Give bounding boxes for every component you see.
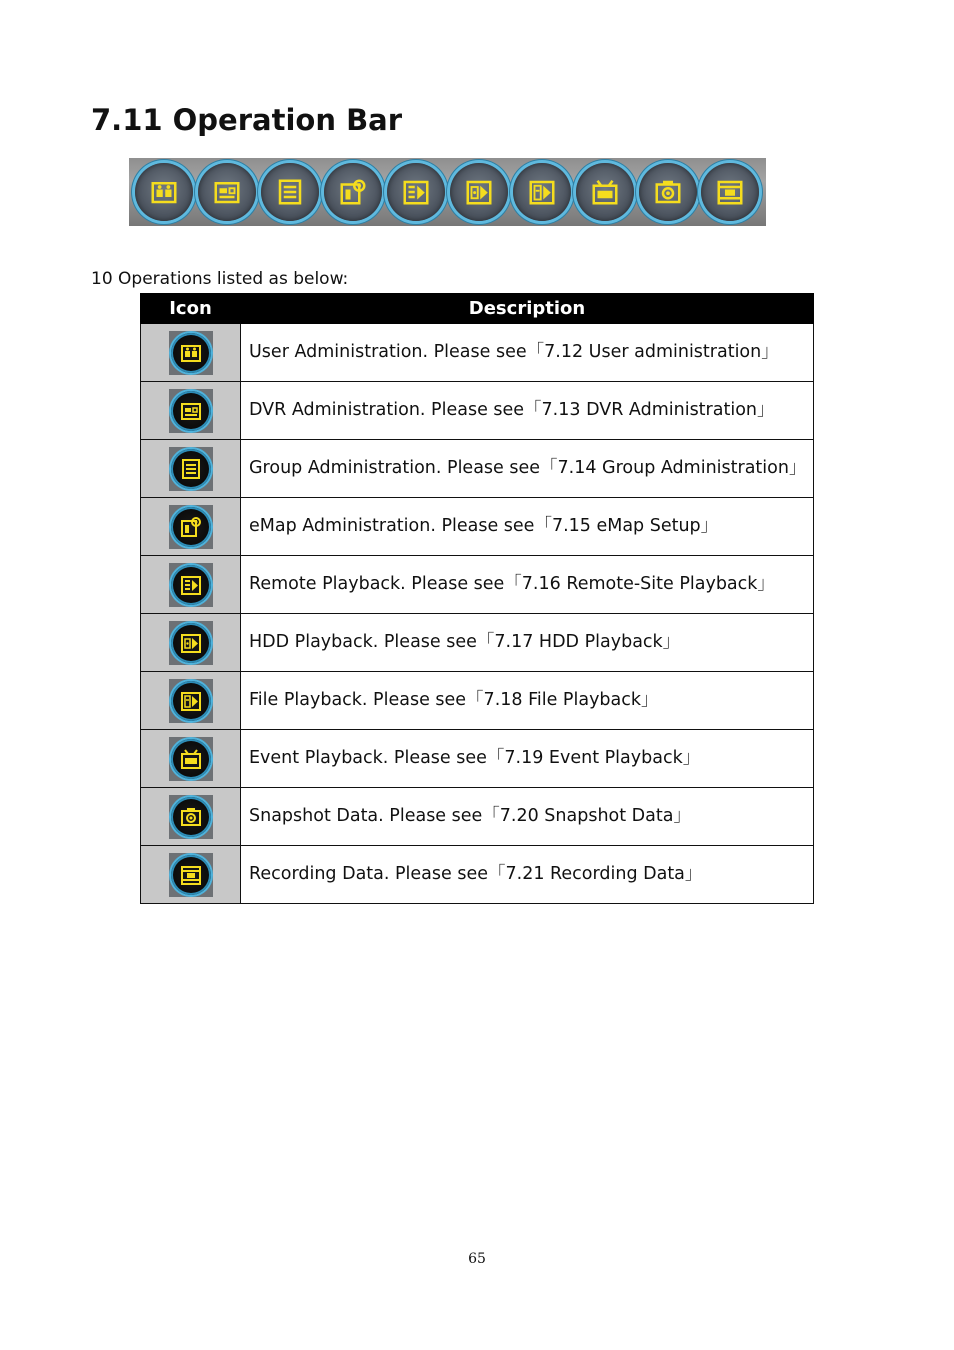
operation-bar-button-10[interactable]: [701, 163, 759, 221]
table-row: [141, 324, 814, 382]
snapshot-icon: [653, 177, 683, 207]
operation-bar-button-7[interactable]: [513, 163, 571, 221]
row-icon-cell: [141, 556, 241, 614]
table-row: [141, 556, 814, 614]
row-description: File Playback. Please see「7.18 File Playback」: [241, 672, 814, 730]
event-playback-icon: [590, 177, 620, 207]
remote-playback-icon: [169, 563, 213, 607]
table-row: [141, 614, 814, 672]
user-admin-icon: [149, 177, 179, 207]
row-description: DVR Administration. Please see「7.13 DVR Administration」: [241, 382, 814, 440]
table-row: [141, 672, 814, 730]
operation-bar: [129, 158, 766, 226]
table-row: [141, 730, 814, 788]
row-description: User Administration. Please see「7.12 User administration」: [241, 324, 814, 382]
operation-bar-button-4[interactable]: [324, 163, 382, 221]
row-icon-cell: [141, 846, 241, 904]
intro-text: 10 Operations listed as below:: [91, 269, 349, 289]
row-description: Snapshot Data. Please see「7.20 Snapshot Data」: [241, 788, 814, 846]
emap-icon: [169, 505, 213, 549]
operation-bar-button-8[interactable]: [576, 163, 634, 221]
operation-bar-button-9[interactable]: [639, 163, 697, 221]
row-icon-cell: [141, 440, 241, 498]
dvr-admin-icon: [169, 389, 213, 433]
user-admin-icon: [169, 331, 213, 375]
section-heading: 7.11 Operation Bar: [91, 103, 403, 137]
hdd-playback-icon: [464, 177, 494, 207]
row-icon-cell: [141, 730, 241, 788]
emap-icon: [338, 177, 368, 207]
page-number: 65: [468, 1251, 486, 1267]
row-icon-cell: [141, 498, 241, 556]
snapshot-icon: [169, 795, 213, 839]
row-icon-cell: [141, 614, 241, 672]
row-icon-cell: [141, 324, 241, 382]
operation-bar-button-6[interactable]: [450, 163, 508, 221]
recording-icon: [715, 177, 745, 207]
operation-bar-button-5[interactable]: [387, 163, 445, 221]
row-icon-cell: [141, 672, 241, 730]
row-icon-cell: [141, 382, 241, 440]
group-admin-icon: [169, 447, 213, 491]
remote-playback-icon: [401, 177, 431, 207]
operation-bar-button-2[interactable]: [198, 163, 256, 221]
operation-bar-button-3[interactable]: [261, 163, 319, 221]
file-playback-icon: [527, 177, 557, 207]
recording-icon: [169, 853, 213, 897]
table-row: [141, 440, 814, 498]
row-description: Group Administration. Please see「7.14 Group Administration」: [241, 440, 814, 498]
table-row: [141, 788, 814, 846]
table-header-row: [141, 294, 814, 324]
event-playback-icon: [169, 737, 213, 781]
group-admin-icon: [275, 177, 305, 207]
file-playback-icon: [169, 679, 213, 723]
row-description: eMap Administration. Please see「7.15 eMap Setup」: [241, 498, 814, 556]
header-description: Description: [241, 294, 814, 324]
dvr-admin-icon: [212, 177, 242, 207]
operation-bar-button-1[interactable]: [135, 163, 193, 221]
table-row: [141, 382, 814, 440]
table-row: [141, 498, 814, 556]
row-description: Remote Playback. Please see「7.16 Remote-Site Playback」: [241, 556, 814, 614]
row-description: Recording Data. Please see「7.21 Recording Data」: [241, 846, 814, 904]
row-description: Event Playback. Please see「7.19 Event Playback」: [241, 730, 814, 788]
header-icon: Icon: [141, 294, 241, 324]
operations-table: [140, 293, 814, 904]
hdd-playback-icon: [169, 621, 213, 665]
row-icon-cell: [141, 788, 241, 846]
row-description: HDD Playback. Please see「7.17 HDD Playback」: [241, 614, 814, 672]
table-row: [141, 846, 814, 904]
